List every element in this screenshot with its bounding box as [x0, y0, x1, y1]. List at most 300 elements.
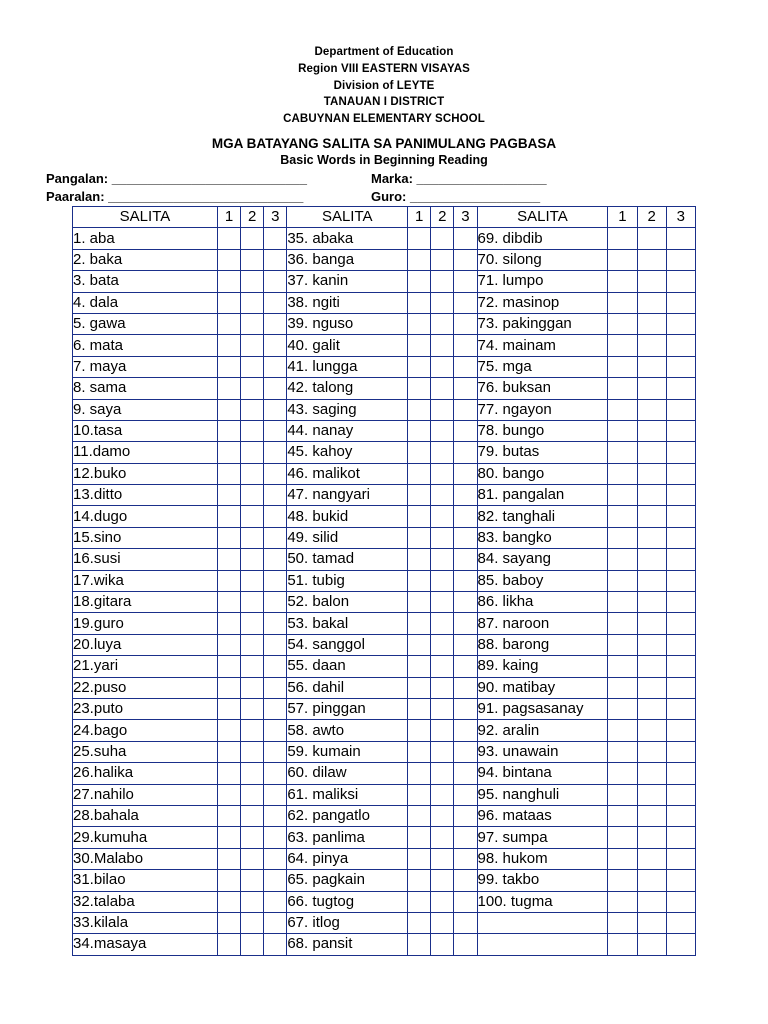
- score-cell[interactable]: [408, 592, 431, 613]
- score-cell[interactable]: [666, 870, 695, 891]
- score-cell[interactable]: [264, 527, 287, 548]
- score-cell[interactable]: [454, 378, 477, 399]
- score-cell[interactable]: [241, 592, 264, 613]
- score-cell[interactable]: [241, 399, 264, 420]
- score-cell[interactable]: [264, 570, 287, 591]
- score-cell[interactable]: [454, 827, 477, 848]
- score-cell[interactable]: [431, 292, 454, 313]
- score-cell[interactable]: [217, 356, 240, 377]
- score-cell[interactable]: [241, 741, 264, 762]
- score-cell[interactable]: [241, 549, 264, 570]
- score-cell[interactable]: [666, 228, 695, 249]
- score-cell[interactable]: [666, 827, 695, 848]
- score-cell[interactable]: [666, 378, 695, 399]
- score-cell[interactable]: [264, 677, 287, 698]
- score-cell[interactable]: [264, 912, 287, 933]
- score-cell[interactable]: [217, 378, 240, 399]
- score-cell[interactable]: [264, 891, 287, 912]
- score-cell[interactable]: [637, 356, 666, 377]
- score-cell[interactable]: [608, 420, 637, 441]
- score-cell[interactable]: [666, 485, 695, 506]
- score-cell[interactable]: [608, 249, 637, 270]
- score-cell[interactable]: [666, 677, 695, 698]
- pangalan-field[interactable]: Pangalan: ___________________________: [46, 171, 307, 186]
- score-cell[interactable]: [408, 420, 431, 441]
- score-cell[interactable]: [431, 249, 454, 270]
- score-cell[interactable]: [431, 313, 454, 334]
- score-cell[interactable]: [217, 656, 240, 677]
- score-cell[interactable]: [241, 463, 264, 484]
- score-cell[interactable]: [637, 506, 666, 527]
- score-cell[interactable]: [608, 656, 637, 677]
- score-cell[interactable]: [637, 677, 666, 698]
- score-cell[interactable]: [454, 271, 477, 292]
- score-cell[interactable]: [666, 763, 695, 784]
- score-cell[interactable]: [431, 378, 454, 399]
- score-cell[interactable]: [408, 335, 431, 356]
- score-cell[interactable]: [608, 549, 637, 570]
- score-cell[interactable]: [217, 784, 240, 805]
- score-cell[interactable]: [408, 891, 431, 912]
- score-cell[interactable]: [637, 934, 666, 955]
- score-cell[interactable]: [431, 934, 454, 955]
- score-cell[interactable]: [431, 271, 454, 292]
- score-cell[interactable]: [408, 485, 431, 506]
- score-cell[interactable]: [264, 827, 287, 848]
- score-cell[interactable]: [454, 442, 477, 463]
- score-cell[interactable]: [264, 485, 287, 506]
- score-cell[interactable]: [431, 506, 454, 527]
- score-cell[interactable]: [241, 720, 264, 741]
- score-cell[interactable]: [431, 784, 454, 805]
- score-cell[interactable]: [666, 934, 695, 955]
- score-cell[interactable]: [408, 249, 431, 270]
- score-cell[interactable]: [454, 485, 477, 506]
- score-cell[interactable]: [217, 485, 240, 506]
- marka-field[interactable]: Marka: __________________: [371, 171, 547, 186]
- score-cell[interactable]: [666, 271, 695, 292]
- guro-field[interactable]: Guro: __________________: [371, 189, 541, 204]
- score-cell[interactable]: [454, 613, 477, 634]
- score-cell[interactable]: [608, 399, 637, 420]
- score-cell[interactable]: [264, 356, 287, 377]
- score-cell[interactable]: [666, 442, 695, 463]
- score-cell[interactable]: [431, 720, 454, 741]
- score-cell[interactable]: [454, 592, 477, 613]
- score-cell[interactable]: [454, 292, 477, 313]
- score-cell[interactable]: [241, 805, 264, 826]
- score-cell[interactable]: [408, 634, 431, 655]
- score-cell[interactable]: [408, 356, 431, 377]
- score-cell[interactable]: [637, 249, 666, 270]
- score-cell[interactable]: [454, 356, 477, 377]
- score-cell[interactable]: [217, 870, 240, 891]
- score-cell[interactable]: [217, 399, 240, 420]
- score-cell[interactable]: [608, 805, 637, 826]
- score-cell[interactable]: [608, 378, 637, 399]
- score-cell[interactable]: [408, 570, 431, 591]
- score-cell[interactable]: [217, 912, 240, 933]
- score-cell[interactable]: [217, 271, 240, 292]
- score-cell[interactable]: [408, 292, 431, 313]
- score-cell[interactable]: [666, 570, 695, 591]
- score-cell[interactable]: [431, 356, 454, 377]
- score-cell[interactable]: [431, 420, 454, 441]
- score-cell[interactable]: [608, 634, 637, 655]
- score-cell[interactable]: [608, 848, 637, 869]
- score-cell[interactable]: [666, 292, 695, 313]
- score-cell[interactable]: [241, 613, 264, 634]
- score-cell[interactable]: [637, 399, 666, 420]
- score-cell[interactable]: [666, 506, 695, 527]
- score-cell[interactable]: [666, 463, 695, 484]
- score-cell[interactable]: [666, 420, 695, 441]
- score-cell[interactable]: [217, 848, 240, 869]
- score-cell[interactable]: [264, 741, 287, 762]
- score-cell[interactable]: [666, 613, 695, 634]
- score-cell[interactable]: [264, 870, 287, 891]
- score-cell[interactable]: [264, 634, 287, 655]
- score-cell[interactable]: [241, 848, 264, 869]
- score-cell[interactable]: [217, 442, 240, 463]
- score-cell[interactable]: [264, 592, 287, 613]
- score-cell[interactable]: [637, 827, 666, 848]
- score-cell[interactable]: [454, 656, 477, 677]
- score-cell[interactable]: [408, 827, 431, 848]
- score-cell[interactable]: [431, 763, 454, 784]
- score-cell[interactable]: [241, 763, 264, 784]
- score-cell[interactable]: [666, 698, 695, 719]
- score-cell[interactable]: [241, 228, 264, 249]
- score-cell[interactable]: [608, 485, 637, 506]
- score-cell[interactable]: [454, 228, 477, 249]
- score-cell[interactable]: [608, 613, 637, 634]
- score-cell[interactable]: [431, 463, 454, 484]
- score-cell[interactable]: [241, 356, 264, 377]
- score-cell[interactable]: [431, 634, 454, 655]
- score-cell[interactable]: [264, 613, 287, 634]
- score-cell[interactable]: [241, 527, 264, 548]
- score-cell[interactable]: [408, 442, 431, 463]
- score-cell[interactable]: [241, 698, 264, 719]
- score-cell[interactable]: [217, 335, 240, 356]
- score-cell[interactable]: [454, 934, 477, 955]
- score-cell[interactable]: [217, 249, 240, 270]
- score-cell[interactable]: [637, 485, 666, 506]
- score-cell[interactable]: [608, 698, 637, 719]
- score-cell[interactable]: [454, 463, 477, 484]
- score-cell[interactable]: [264, 399, 287, 420]
- score-cell[interactable]: [264, 271, 287, 292]
- score-cell[interactable]: [217, 677, 240, 698]
- score-cell[interactable]: [264, 249, 287, 270]
- score-cell[interactable]: [454, 741, 477, 762]
- score-cell[interactable]: [637, 420, 666, 441]
- score-cell[interactable]: [608, 912, 637, 933]
- score-cell[interactable]: [408, 763, 431, 784]
- score-cell[interactable]: [608, 356, 637, 377]
- score-cell[interactable]: [431, 698, 454, 719]
- score-cell[interactable]: [637, 463, 666, 484]
- score-cell[interactable]: [408, 656, 431, 677]
- score-cell[interactable]: [217, 463, 240, 484]
- score-cell[interactable]: [454, 720, 477, 741]
- score-cell[interactable]: [608, 570, 637, 591]
- score-cell[interactable]: [666, 912, 695, 933]
- score-cell[interactable]: [264, 656, 287, 677]
- score-cell[interactable]: [454, 870, 477, 891]
- score-cell[interactable]: [666, 784, 695, 805]
- score-cell[interactable]: [608, 741, 637, 762]
- score-cell[interactable]: [637, 271, 666, 292]
- score-cell[interactable]: [241, 570, 264, 591]
- score-cell[interactable]: [431, 891, 454, 912]
- score-cell[interactable]: [408, 506, 431, 527]
- score-cell[interactable]: [408, 784, 431, 805]
- score-cell[interactable]: [408, 934, 431, 955]
- score-cell[interactable]: [637, 720, 666, 741]
- score-cell[interactable]: [241, 870, 264, 891]
- score-cell[interactable]: [637, 870, 666, 891]
- score-cell[interactable]: [454, 634, 477, 655]
- score-cell[interactable]: [454, 891, 477, 912]
- score-cell[interactable]: [264, 335, 287, 356]
- score-cell[interactable]: [666, 335, 695, 356]
- score-cell[interactable]: [454, 912, 477, 933]
- score-cell[interactable]: [241, 292, 264, 313]
- score-cell[interactable]: [608, 506, 637, 527]
- score-cell[interactable]: [264, 292, 287, 313]
- score-cell[interactable]: [408, 399, 431, 420]
- score-cell[interactable]: [408, 848, 431, 869]
- score-cell[interactable]: [241, 656, 264, 677]
- score-cell[interactable]: [666, 356, 695, 377]
- score-cell[interactable]: [264, 442, 287, 463]
- score-cell[interactable]: [408, 378, 431, 399]
- score-cell[interactable]: [408, 720, 431, 741]
- score-cell[interactable]: [241, 249, 264, 270]
- score-cell[interactable]: [431, 805, 454, 826]
- score-cell[interactable]: [637, 763, 666, 784]
- score-cell[interactable]: [431, 527, 454, 548]
- score-cell[interactable]: [241, 335, 264, 356]
- score-cell[interactable]: [454, 848, 477, 869]
- score-cell[interactable]: [666, 656, 695, 677]
- score-cell[interactable]: [454, 805, 477, 826]
- score-cell[interactable]: [666, 249, 695, 270]
- score-cell[interactable]: [666, 720, 695, 741]
- score-cell[interactable]: [241, 420, 264, 441]
- score-cell[interactable]: [637, 313, 666, 334]
- score-cell[interactable]: [608, 763, 637, 784]
- score-cell[interactable]: [666, 527, 695, 548]
- score-cell[interactable]: [454, 527, 477, 548]
- score-cell[interactable]: [217, 313, 240, 334]
- score-cell[interactable]: [217, 805, 240, 826]
- score-cell[interactable]: [264, 848, 287, 869]
- score-cell[interactable]: [454, 420, 477, 441]
- score-cell[interactable]: [408, 698, 431, 719]
- score-cell[interactable]: [637, 656, 666, 677]
- score-cell[interactable]: [637, 912, 666, 933]
- score-cell[interactable]: [408, 613, 431, 634]
- score-cell[interactable]: [666, 848, 695, 869]
- score-cell[interactable]: [408, 527, 431, 548]
- score-cell[interactable]: [217, 613, 240, 634]
- score-cell[interactable]: [241, 784, 264, 805]
- score-cell[interactable]: [608, 313, 637, 334]
- score-cell[interactable]: [264, 784, 287, 805]
- score-cell[interactable]: [241, 912, 264, 933]
- paaralan-field[interactable]: Paaralan: ___________________________: [46, 189, 304, 204]
- score-cell[interactable]: [241, 271, 264, 292]
- score-cell[interactable]: [241, 485, 264, 506]
- score-cell[interactable]: [217, 634, 240, 655]
- score-cell[interactable]: [431, 613, 454, 634]
- score-cell[interactable]: [217, 527, 240, 548]
- score-cell[interactable]: [264, 378, 287, 399]
- score-cell[interactable]: [666, 634, 695, 655]
- score-cell[interactable]: [217, 741, 240, 762]
- score-cell[interactable]: [264, 506, 287, 527]
- score-cell[interactable]: [637, 549, 666, 570]
- score-cell[interactable]: [217, 228, 240, 249]
- score-cell[interactable]: [408, 228, 431, 249]
- score-cell[interactable]: [431, 912, 454, 933]
- score-cell[interactable]: [608, 442, 637, 463]
- score-cell[interactable]: [431, 399, 454, 420]
- score-cell[interactable]: [408, 912, 431, 933]
- score-cell[interactable]: [608, 677, 637, 698]
- score-cell[interactable]: [241, 677, 264, 698]
- score-cell[interactable]: [608, 292, 637, 313]
- score-cell[interactable]: [217, 827, 240, 848]
- score-cell[interactable]: [608, 228, 637, 249]
- score-cell[interactable]: [217, 420, 240, 441]
- score-cell[interactable]: [608, 784, 637, 805]
- score-cell[interactable]: [431, 656, 454, 677]
- score-cell[interactable]: [264, 720, 287, 741]
- score-cell[interactable]: [666, 805, 695, 826]
- score-cell[interactable]: [264, 934, 287, 955]
- score-cell[interactable]: [431, 741, 454, 762]
- score-cell[interactable]: [217, 720, 240, 741]
- score-cell[interactable]: [264, 463, 287, 484]
- score-cell[interactable]: [264, 763, 287, 784]
- score-cell[interactable]: [431, 592, 454, 613]
- score-cell[interactable]: [217, 763, 240, 784]
- score-cell[interactable]: [241, 442, 264, 463]
- score-cell[interactable]: [264, 698, 287, 719]
- score-cell[interactable]: [264, 313, 287, 334]
- score-cell[interactable]: [666, 741, 695, 762]
- score-cell[interactable]: [666, 399, 695, 420]
- score-cell[interactable]: [608, 271, 637, 292]
- score-cell[interactable]: [637, 634, 666, 655]
- score-cell[interactable]: [637, 848, 666, 869]
- score-cell[interactable]: [217, 592, 240, 613]
- score-cell[interactable]: [608, 870, 637, 891]
- score-cell[interactable]: [608, 827, 637, 848]
- score-cell[interactable]: [217, 506, 240, 527]
- score-cell[interactable]: [454, 335, 477, 356]
- score-cell[interactable]: [637, 613, 666, 634]
- score-cell[interactable]: [637, 592, 666, 613]
- score-cell[interactable]: [666, 549, 695, 570]
- score-cell[interactable]: [408, 271, 431, 292]
- score-cell[interactable]: [454, 570, 477, 591]
- score-cell[interactable]: [608, 720, 637, 741]
- score-cell[interactable]: [264, 549, 287, 570]
- score-cell[interactable]: [454, 763, 477, 784]
- score-cell[interactable]: [637, 698, 666, 719]
- score-cell[interactable]: [454, 399, 477, 420]
- score-cell[interactable]: [608, 463, 637, 484]
- score-cell[interactable]: [408, 463, 431, 484]
- score-cell[interactable]: [241, 634, 264, 655]
- score-cell[interactable]: [454, 506, 477, 527]
- score-cell[interactable]: [454, 784, 477, 805]
- score-cell[interactable]: [637, 805, 666, 826]
- score-cell[interactable]: [217, 570, 240, 591]
- score-cell[interactable]: [608, 891, 637, 912]
- score-cell[interactable]: [431, 335, 454, 356]
- score-cell[interactable]: [431, 485, 454, 506]
- score-cell[interactable]: [408, 549, 431, 570]
- score-cell[interactable]: [431, 442, 454, 463]
- score-cell[interactable]: [431, 677, 454, 698]
- score-cell[interactable]: [454, 249, 477, 270]
- score-cell[interactable]: [431, 570, 454, 591]
- score-cell[interactable]: [666, 313, 695, 334]
- score-cell[interactable]: [264, 420, 287, 441]
- score-cell[interactable]: [241, 378, 264, 399]
- score-cell[interactable]: [454, 677, 477, 698]
- score-cell[interactable]: [637, 228, 666, 249]
- score-cell[interactable]: [637, 891, 666, 912]
- score-cell[interactable]: [637, 527, 666, 548]
- score-cell[interactable]: [637, 335, 666, 356]
- score-cell[interactable]: [241, 934, 264, 955]
- score-cell[interactable]: [637, 442, 666, 463]
- score-cell[interactable]: [217, 292, 240, 313]
- score-cell[interactable]: [454, 549, 477, 570]
- score-cell[interactable]: [637, 784, 666, 805]
- score-cell[interactable]: [454, 698, 477, 719]
- score-cell[interactable]: [666, 592, 695, 613]
- score-cell[interactable]: [217, 549, 240, 570]
- score-cell[interactable]: [408, 805, 431, 826]
- score-cell[interactable]: [454, 313, 477, 334]
- score-cell[interactable]: [241, 313, 264, 334]
- score-cell[interactable]: [431, 870, 454, 891]
- score-cell[interactable]: [241, 506, 264, 527]
- score-cell[interactable]: [431, 549, 454, 570]
- score-cell[interactable]: [637, 292, 666, 313]
- score-cell[interactable]: [241, 891, 264, 912]
- score-cell[interactable]: [408, 741, 431, 762]
- score-cell[interactable]: [608, 527, 637, 548]
- score-cell[interactable]: [264, 805, 287, 826]
- score-cell[interactable]: [264, 228, 287, 249]
- score-cell[interactable]: [408, 313, 431, 334]
- score-cell[interactable]: [637, 741, 666, 762]
- score-cell[interactable]: [217, 891, 240, 912]
- score-cell[interactable]: [217, 698, 240, 719]
- score-cell[interactable]: [408, 870, 431, 891]
- score-cell[interactable]: [608, 934, 637, 955]
- score-cell[interactable]: [217, 934, 240, 955]
